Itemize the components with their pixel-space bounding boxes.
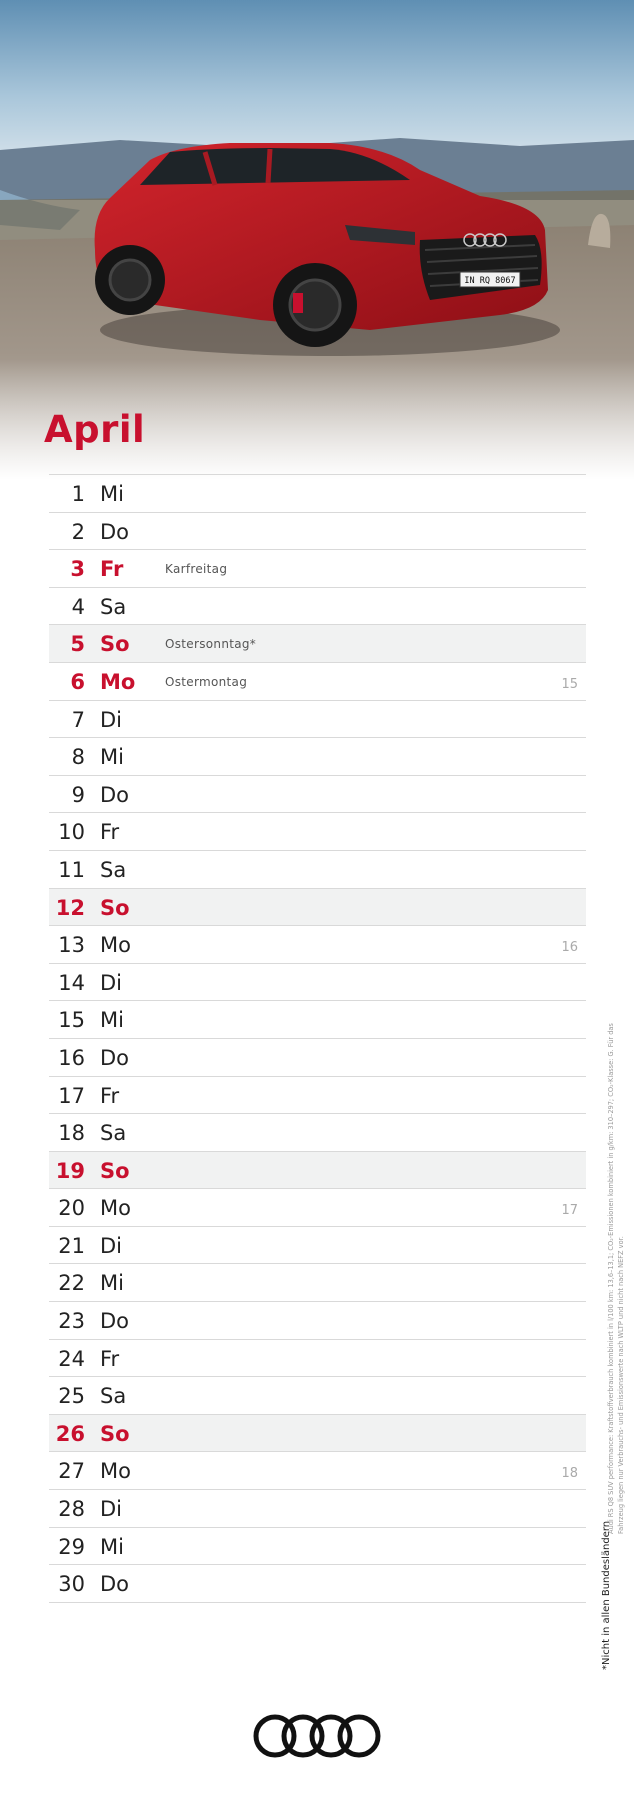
weekday: Mi [100,1534,124,1559]
day-number: 12 [55,895,85,920]
day-row [49,1490,586,1528]
weekday: Di [100,1497,123,1522]
day-number: 8 [71,745,85,770]
day-number: 20 [58,1196,85,1221]
weekday: Fr [100,1083,120,1108]
day-number: 16 [58,1045,85,1070]
day-row [49,889,586,927]
day-number: 13 [58,933,85,958]
day-row [49,1377,586,1415]
legal-text: Audi RS Q8 SUV performance: Kraftstoffverbrauch kombiniert in l/100 km: 13,6–13,1; CO₂-Emissionen kombiniert in g/km: 310–297; CO₂-Klasse: G. Für das Fahrzeug liegen nur Verbrauchs- und Emissionswerte nach WLTP und nicht nach NEFZ vor. [607,1023,625,1534]
weekday: Mo [100,1459,131,1484]
weekday: Do [100,1045,130,1070]
day-row [49,1114,586,1152]
legal-note [606,474,628,1534]
day-number: 7 [71,707,85,732]
day-number: 15 [58,1008,85,1033]
day-row [49,1227,586,1265]
day-number: 11 [58,857,85,882]
day-row [49,663,586,701]
weekday: Fr [100,1346,120,1371]
weekday: Fr [100,820,120,845]
weekday: Do [100,1572,130,1597]
day-row [49,1039,586,1077]
day-number: 27 [58,1459,85,1484]
day-row [49,1264,586,1302]
day-row [49,1565,586,1603]
day-number: 9 [71,782,85,807]
week-number: 18 [561,1466,578,1482]
day-number: 6 [70,669,85,694]
day-row [49,475,586,513]
week-number: 16 [561,940,578,956]
day-row [49,926,586,964]
weekday: So [100,1421,130,1446]
weekday: Di [100,707,123,732]
day-number: 4 [71,594,85,619]
day-row [49,738,586,776]
day-number: 29 [58,1534,85,1559]
day-number: 1 [71,482,85,506]
day-row [49,513,586,551]
weekday: Mi [100,745,124,770]
day-row [49,1189,586,1227]
weekday: Sa [100,857,127,882]
license-plate: IN RQ 8067 [464,276,516,286]
holiday-label: Ostermontag [165,674,248,689]
day-row [49,588,586,626]
weekday: Mo [100,669,136,694]
holiday-label: Ostersonntag* [165,637,257,652]
weekday: Mo [100,933,131,958]
day-row [49,1001,586,1039]
day-number: 21 [58,1233,85,1258]
day-number: 24 [58,1346,85,1371]
weekday: So [100,1158,130,1183]
day-number: 23 [58,1309,85,1334]
day-number: 3 [70,557,85,582]
day-number: 26 [55,1421,85,1446]
day-row [49,550,586,588]
day-row [49,776,586,814]
day-row [49,1077,586,1115]
weekday: Mi [100,1271,124,1296]
day-row [49,851,586,889]
day-number: 17 [58,1083,85,1108]
weekday: So [100,895,130,920]
day-row [49,1415,586,1453]
day-number: 10 [58,820,85,845]
week-number: 17 [561,1203,578,1219]
day-row [49,1452,586,1490]
weekday: Di [100,1233,123,1258]
day-row [49,1302,586,1340]
weekday: Do [100,1309,130,1334]
day-number: 22 [58,1271,85,1296]
day-row [49,964,586,1002]
day-row [49,1152,586,1190]
weekday: So [100,632,130,657]
day-row [49,701,586,739]
day-row [49,813,586,851]
day-number: 5 [70,632,85,657]
day-number: 30 [58,1572,85,1597]
audi-rings-logo [252,1712,382,1764]
week-number: 15 [561,676,578,692]
weekday: Di [100,970,123,995]
month-title: April [44,408,146,451]
weekday: Do [100,519,130,544]
day-number: 19 [55,1158,85,1183]
day-number: 28 [58,1497,85,1522]
weekday: Sa [100,1384,127,1409]
weekday: Do [100,782,130,807]
calendar-list [49,474,586,1603]
day-number: 14 [58,970,85,995]
day-number: 2 [71,519,85,544]
day-row [49,1340,586,1378]
day-number: 25 [58,1384,85,1409]
weekday: Fr [100,557,124,582]
holiday-label: Karfreitag [165,562,228,577]
day-row [49,625,586,663]
day-row [49,1528,586,1566]
weekday: Sa [100,594,127,619]
weekday: Mi [100,1008,124,1033]
weekday: Sa [100,1121,127,1146]
footnote [600,1500,616,1670]
weekday: Mo [100,1196,131,1221]
weekday: Mi [100,482,124,506]
day-number: 18 [58,1121,85,1146]
footnote-text: *Nicht in allen Bundesländern [601,1520,612,1670]
